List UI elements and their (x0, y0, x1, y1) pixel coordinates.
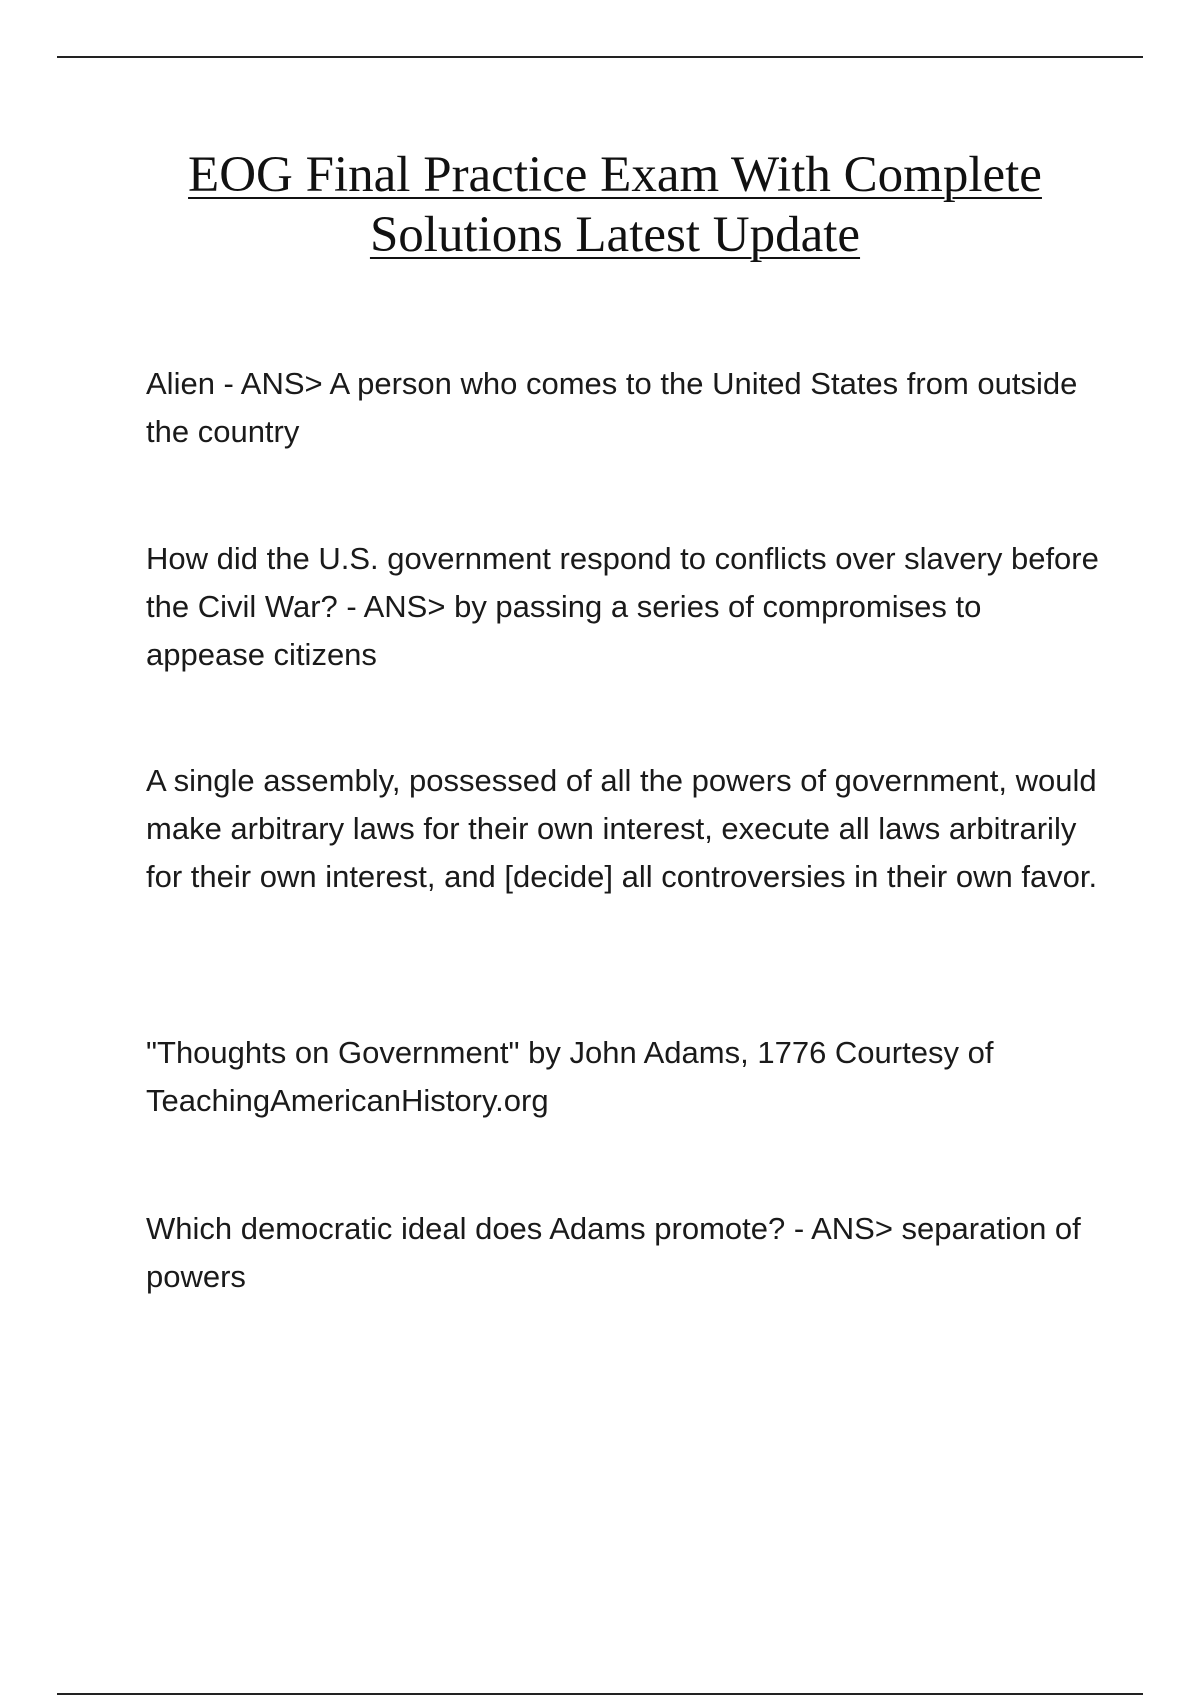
paragraph-alien-definition: Alien - ANS> A person who comes to the United States from outside the country (146, 366, 1078, 449)
paragraph-slavery-compromises: How did the U.S. government respond to conflicts over slavery before the Civil War? - ANS> by passing a series of compromises to appease citizens (146, 541, 1099, 672)
footer-rule (57, 1693, 1143, 1695)
header-rule (57, 56, 1143, 58)
document-title: EOG Final Practice Exam With Complete Solutions Latest Update (188, 147, 1042, 263)
paragraph-adams-quote: A single assembly, possessed of all the powers of government, would make arbitrary laws for their own interest, execute all laws arbitrarily for their own interest, and [decide] all controversies in their own favor. (146, 763, 1098, 894)
paragraph-quote-source: "Thoughts on Government" by John Adams, 1776 Courtesy of TeachingAmericanHistory.org (146, 1035, 994, 1118)
paragraph-democratic-ideal: Which democratic ideal does Adams promote? - ANS> separation of powers (146, 1211, 1081, 1294)
